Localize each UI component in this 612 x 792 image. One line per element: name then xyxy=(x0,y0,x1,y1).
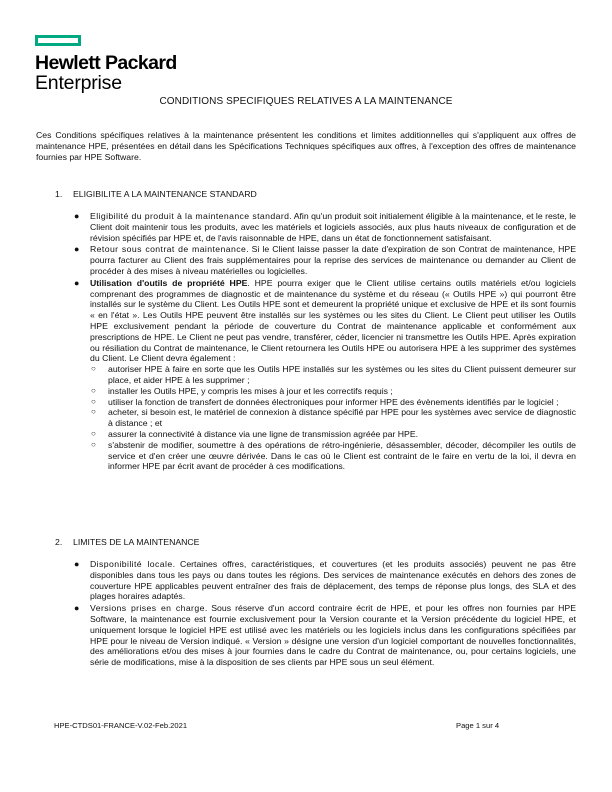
item-text: . HPE pourra exiger que le Client utilise certains outils matériels et/ou logiciels comprenant des programmes de diagnostic et de maintenance du système et du réseau (« Outils HPE ») qui pourront être installés sur le système du Client. Les Outils HPE sont et demeurent la propriété unique et exclusive de HPE et ils sont fournis « en l'état ». Les Outils HPE peuvent être installés sur les systèmes ou les sites du Client. Le Client peut utiliser les Outils HPE exclusivement pendant la période de couverture du Contrat de maintenance applicable et conformément aux prescriptions de HPE. Le Client ne peut pas vendre, transférer, céder, licencier ni transmettre les Outils HPE. Après expiration ou résiliation du Contrat de maintenance, le Client retournera les Outils HPE ou autorisera HPE à les supprimer des systèmes du Client. Le Client devra également : xyxy=(90,277,577,364)
circle-bullet-icon: ○ xyxy=(91,385,96,395)
item-text: . Afin qu'un produit soit initialement éligible à la maintenance, et le reste, le Client doit maintenir tous les produits, avec les matériels et logiciels associés, aux plus hauts niveaux de configuration et de révision spécifiés par HPE et, de l'avis raisonnable de HPE, dans un état de fonctionnement satisfaisant. xyxy=(90,211,576,243)
section-number: 2. xyxy=(55,537,63,547)
bullet-icon: ● xyxy=(74,211,80,221)
document-title: CONDITIONS SPECIFIQUES RELATIVES A LA MAINTENANCE xyxy=(159,96,453,107)
bullet-icon: ● xyxy=(74,559,80,569)
sub-list xyxy=(90,364,576,472)
section-heading-1 xyxy=(55,189,257,199)
sub-list-item: ○ s'abstenir de modifier, soumettre à des opérations de rétro-ingénierie, désassembler, décoder, décompiler les outils de service et d'en créer une œuvre dérivée. Dans le cas où le Client est contraint de le faire en vertu de la loi, il devra en informer HPE par écrit avant de procéder à ces modifications. xyxy=(91,439,576,472)
section-2-list xyxy=(74,559,577,668)
sub-list-item: ○ autoriser HPE à faire en sorte que les Outils HPE installés sur les systèmes ou les sites du Client puissent demeurer sur place, et aider HPE à les supprimer ; xyxy=(91,364,576,385)
circle-bullet-icon: ○ xyxy=(91,396,96,406)
section-title: ELIGIBILITE A LA MAINTENANCE STANDARD xyxy=(73,189,257,199)
item-term: Retour sous contrat de maintenance xyxy=(90,244,247,255)
bullet-icon: ● xyxy=(74,277,80,288)
item-text: . Si le Client laisse passer la date d'expiration de son Contrat de maintenance, HPE pourra facturer au Client des frais supplémentaires pour la reprise des services de maintenance ou demander au Client de procéder à des mises à niveau matérielles ou logicielles. xyxy=(90,244,576,276)
circle-bullet-icon: ○ xyxy=(91,407,96,417)
item-text: . Sous réserve d'un accord contraire écrit de HPE, et pour les offres non fournies par HPE Software, la maintenance est fournie exclusivement pour la Version courante et la Version précédente du logiciel HPE, et uniquement lorsque le logiciel HPE est utilisé avec les matériels ou les logiciels inclus dans les configurations spécifiées par HPE pour le niveau de Version indiqué. « Version » désigne une version d'un logiciel comportant de nouvelles fonctionnalités, des améliorations et/ou des mises à jour fournies dans le cadre du Contrat de maintenance, ou, pour certains logiciels, une série de modifications, mise à la disposition de ses clients par HPE sous un seul élément. xyxy=(90,603,576,668)
logo-text-line1: Hewlett Packard xyxy=(35,52,177,74)
list-item xyxy=(74,277,577,472)
footer-page-number: Page 1 sur 4 xyxy=(456,721,500,730)
sub-list-item: ○ acheter, si besoin est, le matériel de connexion à distance spécifié par HPE pour les systèmes avec service de diagnostic à distance ; et xyxy=(91,407,576,429)
section-title: LIMITES DE LA MAINTENANCE xyxy=(73,537,200,547)
section-number: 1. xyxy=(55,189,63,199)
circle-bullet-icon: ○ xyxy=(91,428,96,438)
bullet-icon: ● xyxy=(74,603,80,614)
list-item xyxy=(74,244,576,276)
sub-list-item: ○ assurer la connectivité à distance via une ligne de transmission agréée par HPE. xyxy=(91,428,419,439)
hpe-logo-element-icon xyxy=(35,35,81,46)
footer-doc-id: HPE-CTDS01-FRANCE-V.02-Feb.2021 xyxy=(54,721,188,730)
item-term: Utilisation d'outils de propriété HPE xyxy=(90,277,248,288)
circle-bullet-icon: ○ xyxy=(91,439,96,449)
list-item xyxy=(74,211,576,243)
bullet-icon: ● xyxy=(74,244,80,255)
sub-list-item: ○ utiliser la fonction de transfert de données électroniques pour informer HPE des évènements identifiés par le logiciel ; xyxy=(91,396,559,407)
list-item xyxy=(74,559,577,602)
hpe-logo xyxy=(35,35,177,93)
sub-list-item: ○ installer les Outils HPE, y compris les mises à jour et les correctifs requis ; xyxy=(91,385,393,396)
item-term: Eligibilité du produit à la maintenance standard xyxy=(90,211,290,221)
section-heading-2 xyxy=(55,537,199,547)
list-item xyxy=(74,603,576,668)
item-term: Disponibilité locale xyxy=(90,559,173,569)
item-text: . Certaines offres, caractéristiques, et couvertures (et les produits associés) peuvent ne pas être disponibles dans tous les pays ou dans toutes les régions. Des services de maintenance exécutés en dehors des zones de couverture HPE applicables peuvent entraîner des frais de déplacement, des temps de réponse plus longs, des SLA et des plages horaires adaptés. xyxy=(90,559,577,602)
intro-paragraph: Ces Conditions spécifiques relatives à la maintenance présentent les conditions et limites additionnelles qui s'appliquent aux offres de maintenance HPE, présentées en détail dans les Spécifications Techniques spécifiques aux offres, à l'exception des offres de maintenance fournies par HPE Software. xyxy=(36,130,576,162)
item-term: Versions prises en charge xyxy=(90,603,205,614)
circle-bullet-icon: ○ xyxy=(91,364,96,374)
section-1-list xyxy=(74,211,577,472)
logo-text-line2: Enterprise xyxy=(35,72,122,94)
